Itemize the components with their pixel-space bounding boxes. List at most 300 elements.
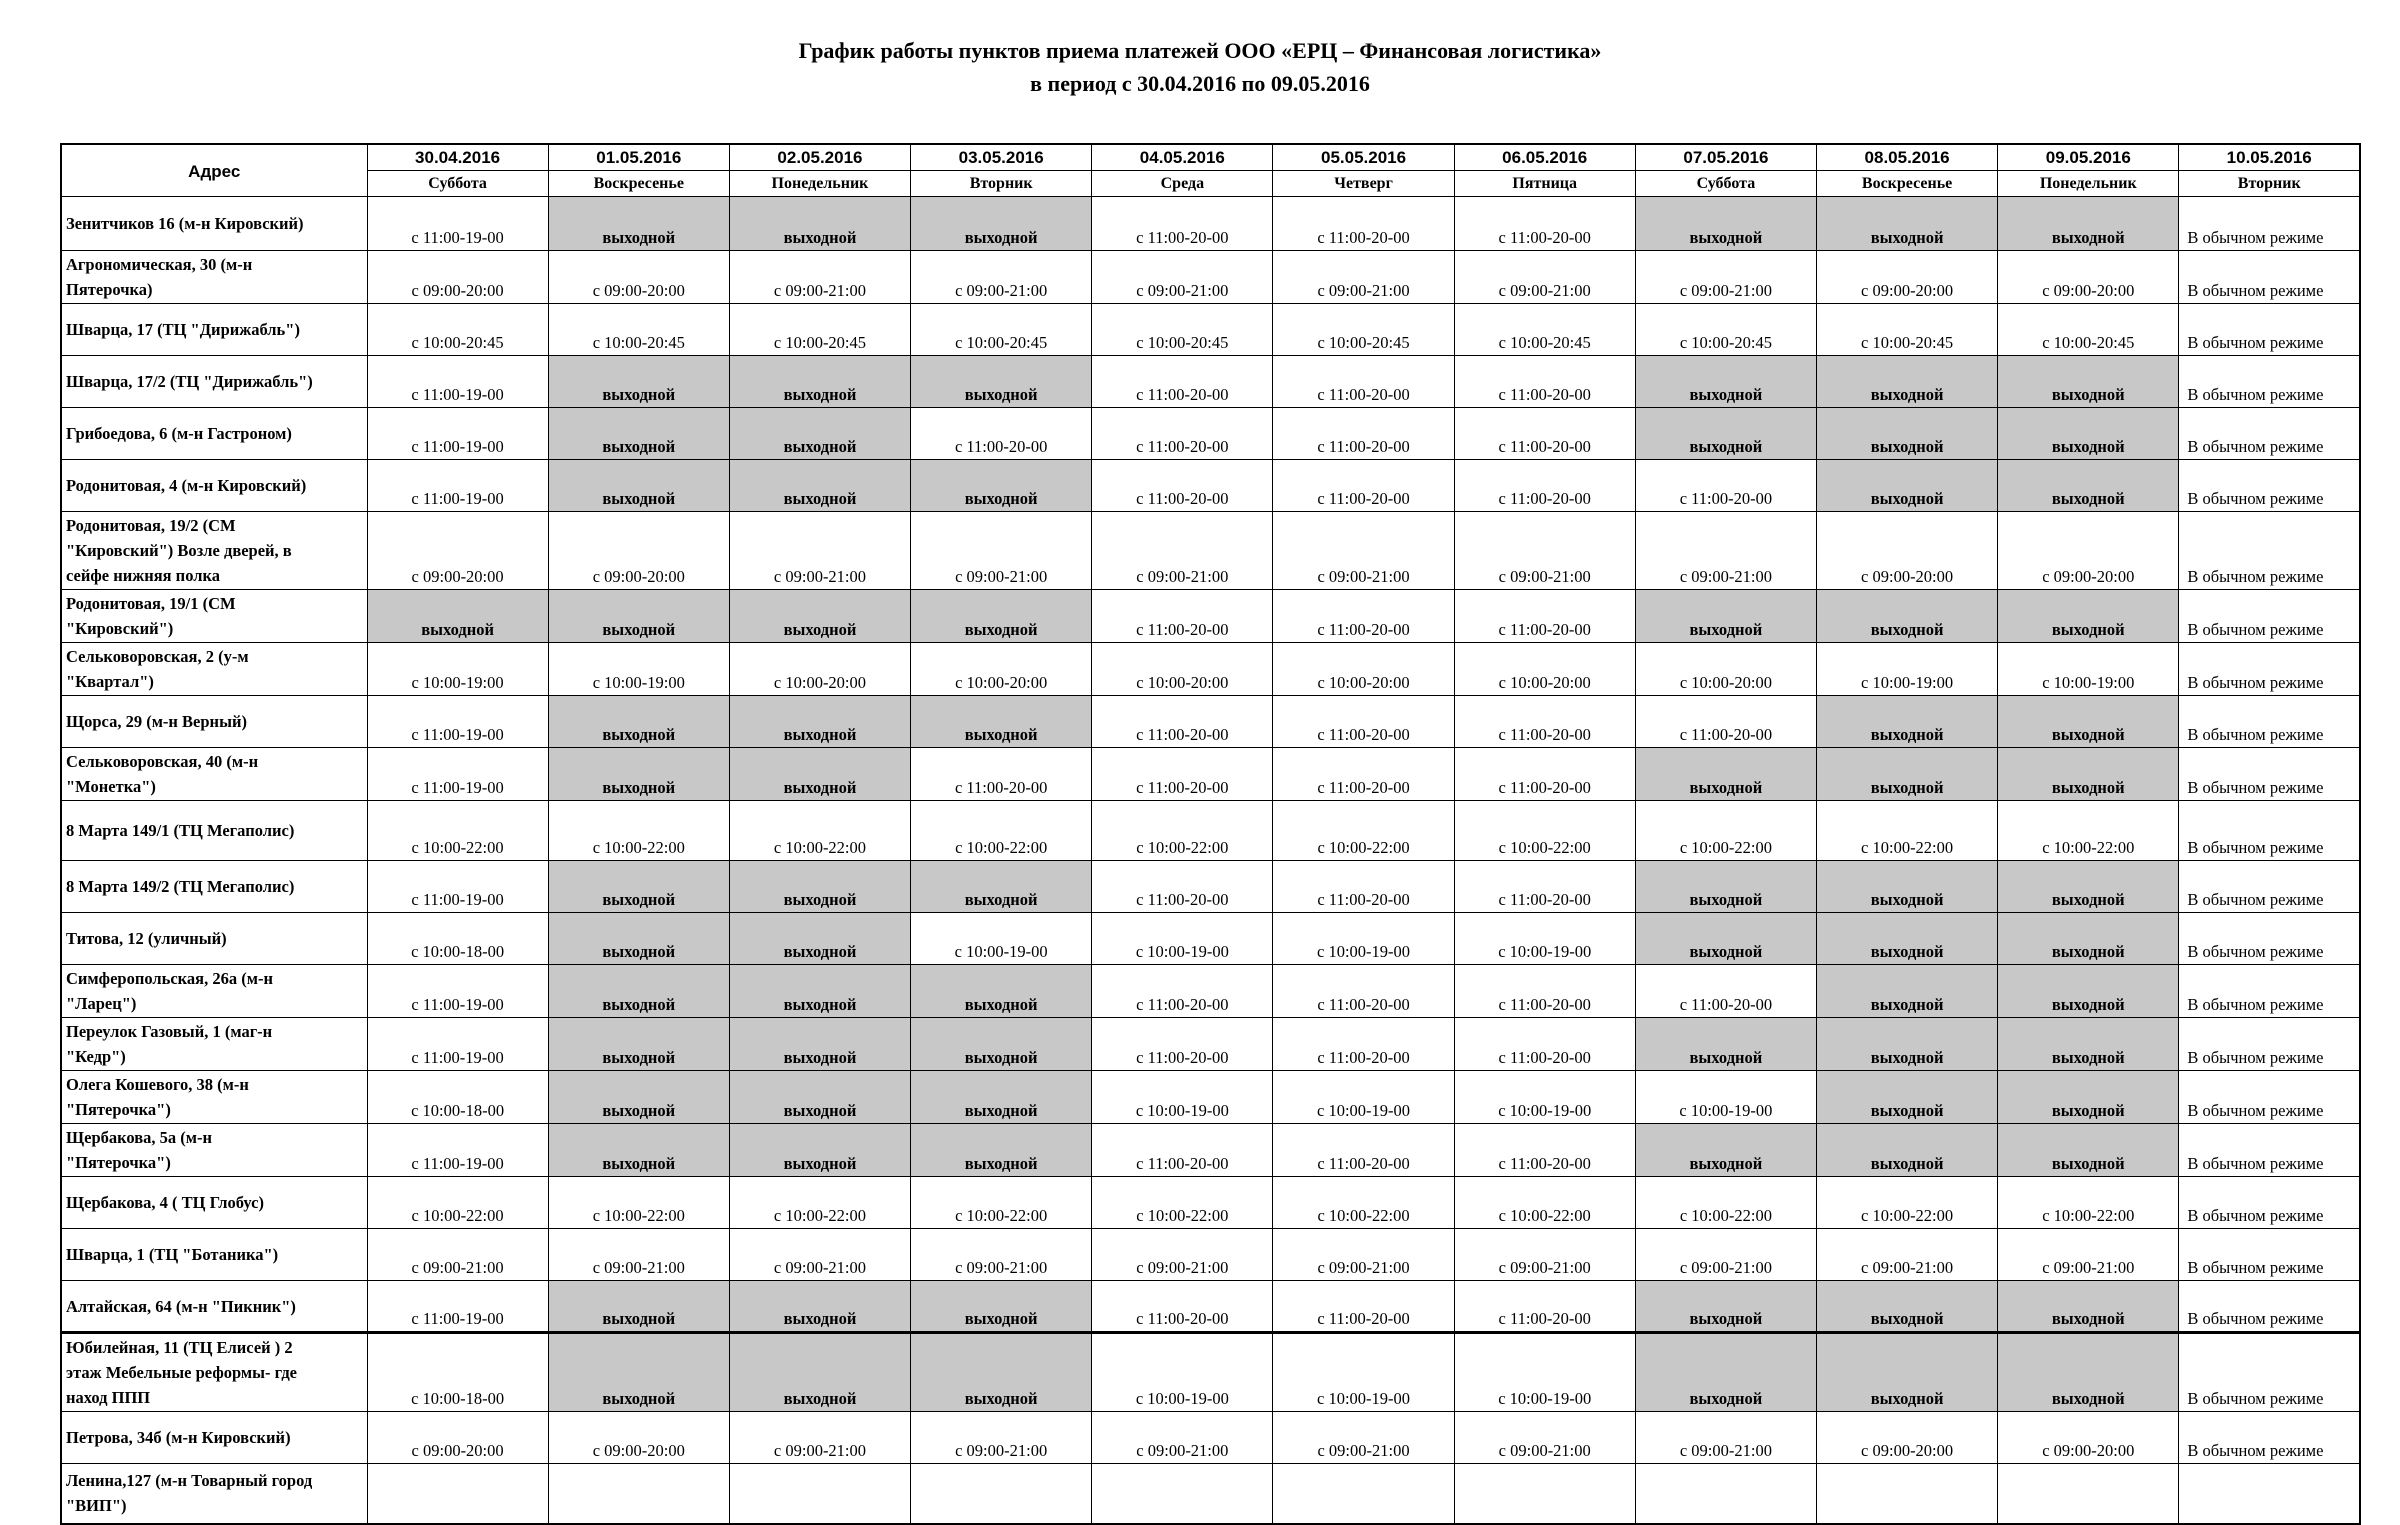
normal-mode-cell: В обычном режиме	[2179, 913, 2360, 965]
day-off-cell: выходной	[1998, 1333, 2179, 1412]
table-row	[61, 1018, 2360, 1071]
day-off-cell: выходной	[548, 1281, 729, 1333]
weekday-header: Пятница	[1454, 171, 1635, 197]
normal-mode-cell: В обычном режиме	[2179, 590, 2360, 643]
hours-cell: с 11:00-19-00	[367, 460, 548, 512]
day-off-cell: выходной	[1635, 356, 1816, 408]
hours-cell	[548, 1464, 729, 1524]
hours-cell: с 10:00-22:00	[1635, 1177, 1816, 1229]
hours-cell: с 10:00-20:45	[1092, 304, 1273, 356]
hours-cell: с 09:00-21:00	[729, 251, 910, 304]
day-off-cell: выходной	[911, 696, 1092, 748]
hours-cell: с 11:00-20-00	[1454, 1281, 1635, 1333]
day-off-cell: выходной	[1635, 1124, 1816, 1177]
table-row	[61, 460, 2360, 512]
normal-mode-cell: В обычном режиме	[2179, 460, 2360, 512]
day-off-cell: выходной	[911, 1071, 1092, 1124]
day-off-cell: выходной	[729, 460, 910, 512]
hours-cell: с 09:00-21:00	[1092, 512, 1273, 590]
day-off-cell: выходной	[548, 965, 729, 1018]
day-off-cell: выходной	[729, 965, 910, 1018]
title-line-1: График работы пунктов приема платежей ООО «ЕРЦ – Финансовая логистика»	[798, 38, 1602, 63]
normal-mode-cell: В обычном режиме	[2179, 1412, 2360, 1464]
day-off-cell: выходной	[1998, 356, 2179, 408]
hours-cell: с 11:00-20-00	[1273, 590, 1454, 643]
address-cell: Родонитовая, 19/1 (СМ "Кировский")	[61, 590, 367, 643]
address-cell: Щорса, 29 (м-н Верный)	[61, 696, 367, 748]
hours-cell	[729, 1464, 910, 1524]
hours-cell: с 10:00-19-00	[1273, 913, 1454, 965]
hours-cell: с 11:00-20-00	[1454, 861, 1635, 913]
day-off-cell: выходной	[729, 1333, 910, 1412]
day-off-cell: выходной	[1998, 1018, 2179, 1071]
hours-cell: с 10:00-22:00	[1092, 1177, 1273, 1229]
hours-cell: с 10:00-22:00	[1273, 801, 1454, 861]
hours-cell: с 10:00-18-00	[367, 1333, 548, 1412]
normal-mode-cell: В обычном режиме	[2179, 801, 2360, 861]
address-cell: Родонитовая, 4 (м-н Кировский)	[61, 460, 367, 512]
hours-cell: с 09:00-21:00	[1998, 1229, 2179, 1281]
hours-cell: с 09:00-21:00	[1454, 1229, 1635, 1281]
table-row	[61, 512, 2360, 590]
address-cell: Олега Кошевого, 38 (м-н "Пятерочка")	[61, 1071, 367, 1124]
hours-cell: с 11:00-20-00	[1273, 460, 1454, 512]
hours-cell: с 09:00-20:00	[367, 251, 548, 304]
hours-cell: с 10:00-22:00	[548, 801, 729, 861]
hours-cell: с 09:00-20:00	[1817, 1412, 1998, 1464]
table-row	[61, 748, 2360, 801]
hours-cell: с 09:00-21:00	[729, 512, 910, 590]
table-row	[61, 1464, 2360, 1524]
hours-cell: с 11:00-20-00	[1092, 861, 1273, 913]
hours-cell: с 11:00-20-00	[1092, 748, 1273, 801]
hours-cell: с 11:00-20-00	[1092, 1018, 1273, 1071]
hours-cell: с 09:00-21:00	[1273, 512, 1454, 590]
hours-cell: с 09:00-20:00	[548, 251, 729, 304]
normal-mode-cell: В обычном режиме	[2179, 861, 2360, 913]
hours-cell	[367, 1464, 548, 1524]
date-header: 08.05.2016	[1817, 144, 1998, 171]
table-row	[61, 197, 2360, 251]
address-cell: Щербакова, 4 ( ТЦ Глобус)	[61, 1177, 367, 1229]
hours-cell: с 09:00-20:00	[548, 1412, 729, 1464]
table-row	[61, 801, 2360, 861]
hours-cell: с 11:00-20-00	[1454, 408, 1635, 460]
hours-cell: с 11:00-20-00	[1273, 748, 1454, 801]
hours-cell: с 09:00-21:00	[729, 1412, 910, 1464]
hours-cell: с 11:00-19-00	[367, 748, 548, 801]
weekday-header: Воскресенье	[548, 171, 729, 197]
hours-cell: с 09:00-21:00	[1817, 1229, 1998, 1281]
schedule-table	[60, 143, 2361, 1525]
hours-cell: с 09:00-21:00	[1273, 1229, 1454, 1281]
hours-cell: с 10:00-19-00	[1454, 1071, 1635, 1124]
day-off-cell: выходной	[548, 590, 729, 643]
hours-cell: с 11:00-19-00	[367, 1124, 548, 1177]
day-off-cell: выходной	[1998, 1071, 2179, 1124]
day-off-cell: выходной	[1817, 1281, 1998, 1333]
hours-cell: с 11:00-20-00	[1092, 696, 1273, 748]
table-row	[61, 913, 2360, 965]
normal-mode-cell: В обычном режиме	[2179, 696, 2360, 748]
weekday-header: Воскресенье	[1817, 171, 1998, 197]
hours-cell: с 11:00-20-00	[1635, 460, 1816, 512]
hours-cell: с 09:00-21:00	[1454, 1412, 1635, 1464]
hours-cell: с 10:00-19-00	[1454, 913, 1635, 965]
day-off-cell: выходной	[729, 1124, 910, 1177]
hours-cell: с 11:00-20-00	[1092, 197, 1273, 251]
hours-cell: с 11:00-20-00	[1454, 748, 1635, 801]
hours-cell: с 10:00-20:45	[729, 304, 910, 356]
table-row	[61, 1412, 2360, 1464]
date-header: 09.05.2016	[1998, 144, 2179, 171]
date-header: 10.05.2016	[2179, 144, 2360, 171]
hours-cell: с 11:00-19-00	[367, 965, 548, 1018]
day-off-cell: выходной	[548, 197, 729, 251]
address-cell: Алтайская, 64 (м-н "Пикник")	[61, 1281, 367, 1333]
day-off-cell: выходной	[1635, 590, 1816, 643]
hours-cell: с 09:00-20:00	[1998, 512, 2179, 590]
day-off-cell: выходной	[729, 748, 910, 801]
day-off-cell: выходной	[1998, 696, 2179, 748]
hours-cell: с 09:00-21:00	[1273, 251, 1454, 304]
normal-mode-cell: В обычном режиме	[2179, 1124, 2360, 1177]
hours-cell: с 09:00-21:00	[1635, 251, 1816, 304]
hours-cell: с 11:00-20-00	[1273, 861, 1454, 913]
normal-mode-cell: В обычном режиме	[2179, 1177, 2360, 1229]
address-cell: Титова, 12 (уличный)	[61, 913, 367, 965]
hours-cell: с 11:00-20-00	[911, 748, 1092, 801]
day-off-cell: выходной	[1817, 1018, 1998, 1071]
hours-cell: с 10:00-19:00	[1998, 643, 2179, 696]
day-off-cell: выходной	[729, 913, 910, 965]
day-off-cell: выходной	[911, 197, 1092, 251]
hours-cell	[1092, 1464, 1273, 1524]
day-off-cell: выходной	[911, 1018, 1092, 1071]
schedule-table-container	[60, 143, 2360, 1516]
day-off-cell: выходной	[1817, 197, 1998, 251]
hours-cell: с 10:00-22:00	[367, 1177, 548, 1229]
day-off-cell: выходной	[911, 460, 1092, 512]
day-off-cell: выходной	[1998, 1281, 2179, 1333]
hours-cell: с 09:00-21:00	[1635, 512, 1816, 590]
hours-cell: с 10:00-20:45	[367, 304, 548, 356]
day-off-cell: выходной	[548, 748, 729, 801]
hours-cell: с 11:00-20-00	[1092, 460, 1273, 512]
normal-mode-cell: В обычном режиме	[2179, 1281, 2360, 1333]
day-off-cell: выходной	[548, 1018, 729, 1071]
hours-cell: с 11:00-20-00	[1092, 408, 1273, 460]
hours-cell: с 11:00-20-00	[1273, 696, 1454, 748]
hours-cell: с 11:00-20-00	[1273, 1018, 1454, 1071]
normal-mode-cell: В обычном режиме	[2179, 304, 2360, 356]
address-cell: Юбилейная, 11 (ТЦ Елисей ) 2 этаж Мебельные реформы- где наход ППП	[61, 1333, 367, 1412]
day-off-cell: выходной	[548, 913, 729, 965]
day-off-cell: выходной	[911, 861, 1092, 913]
hours-cell: с 10:00-19:00	[548, 643, 729, 696]
hours-cell: с 09:00-21:00	[1092, 1412, 1273, 1464]
date-header: 01.05.2016	[548, 144, 729, 171]
hours-cell: с 10:00-19:00	[1817, 643, 1998, 696]
day-off-cell: выходной	[1998, 913, 2179, 965]
hours-cell: с 09:00-21:00	[1092, 1229, 1273, 1281]
hours-cell: с 10:00-19-00	[1454, 1333, 1635, 1412]
normal-mode-cell: В обычном режиме	[2179, 1071, 2360, 1124]
hours-cell: с 11:00-20-00	[1273, 1124, 1454, 1177]
day-off-cell: выходной	[1998, 197, 2179, 251]
hours-cell: с 09:00-20:00	[367, 1412, 548, 1464]
hours-cell: с 11:00-20-00	[1092, 590, 1273, 643]
address-cell: Сельковоровская, 40 (м-н "Монетка")	[61, 748, 367, 801]
day-off-cell: выходной	[548, 408, 729, 460]
address-cell: Грибоедова, 6 (м-н Гастроном)	[61, 408, 367, 460]
hours-cell: с 10:00-19-00	[1092, 913, 1273, 965]
table-row	[61, 408, 2360, 460]
hours-cell: с 11:00-19-00	[367, 861, 548, 913]
hours-cell: с 11:00-20-00	[911, 408, 1092, 460]
weekday-header: Понедельник	[729, 171, 910, 197]
weekday-header: Четверг	[1273, 171, 1454, 197]
hours-cell: с 11:00-20-00	[1635, 696, 1816, 748]
normal-mode-cell: В обычном режиме	[2179, 965, 2360, 1018]
hours-cell: с 11:00-20-00	[1273, 408, 1454, 460]
table-body	[61, 197, 2360, 1524]
weekday-header: Суббота	[367, 171, 548, 197]
day-off-cell: выходной	[1817, 965, 1998, 1018]
table-row	[61, 356, 2360, 408]
hours-cell: с 11:00-19-00	[367, 408, 548, 460]
weekday-header: Суббота	[1635, 171, 1816, 197]
table-row	[61, 1177, 2360, 1229]
hours-cell: с 11:00-20-00	[1454, 965, 1635, 1018]
normal-mode-cell: В обычном режиме	[2179, 643, 2360, 696]
hours-cell: с 10:00-22:00	[911, 1177, 1092, 1229]
hours-cell: с 10:00-22:00	[548, 1177, 729, 1229]
day-off-cell: выходной	[1635, 861, 1816, 913]
hours-cell: с 10:00-22:00	[1817, 801, 1998, 861]
hours-cell: с 10:00-22:00	[1092, 801, 1273, 861]
day-off-cell: выходной	[1817, 408, 1998, 460]
date-header: 02.05.2016	[729, 144, 910, 171]
day-off-cell: выходной	[729, 861, 910, 913]
day-off-cell: выходной	[911, 965, 1092, 1018]
day-off-cell: выходной	[729, 590, 910, 643]
day-off-cell: выходной	[1635, 748, 1816, 801]
hours-cell: с 10:00-22:00	[1454, 1177, 1635, 1229]
normal-mode-cell: В обычном режиме	[2179, 1333, 2360, 1412]
normal-mode-cell: В обычном режиме	[2179, 356, 2360, 408]
hours-cell: с 09:00-20:00	[1817, 251, 1998, 304]
table-row	[61, 304, 2360, 356]
day-off-cell: выходной	[548, 460, 729, 512]
hours-cell	[1998, 1464, 2179, 1524]
day-off-cell: выходной	[1817, 748, 1998, 801]
address-cell: Щербакова, 5а (м-н "Пятерочка")	[61, 1124, 367, 1177]
hours-cell: с 09:00-21:00	[1454, 512, 1635, 590]
day-off-cell: выходной	[1998, 1124, 2179, 1177]
hours-cell: с 09:00-21:00	[911, 251, 1092, 304]
day-off-cell: выходной	[729, 408, 910, 460]
date-header: 30.04.2016	[367, 144, 548, 171]
day-off-cell: выходной	[548, 356, 729, 408]
hours-cell: с 10:00-22:00	[367, 801, 548, 861]
day-off-cell: выходной	[1817, 590, 1998, 643]
hours-cell: с 10:00-19-00	[911, 913, 1092, 965]
hours-cell: с 09:00-20:00	[1998, 251, 2179, 304]
hours-cell	[1635, 1464, 1816, 1524]
hours-cell: с 10:00-20:45	[911, 304, 1092, 356]
hours-cell: с 11:00-20-00	[1454, 460, 1635, 512]
hours-cell: с 10:00-20:45	[1998, 304, 2179, 356]
address-cell: Зенитчиков 16 (м-н Кировский)	[61, 197, 367, 251]
hours-cell: с 09:00-21:00	[1092, 251, 1273, 304]
day-off-cell: выходной	[1817, 1124, 1998, 1177]
address-cell: Ленина,127 (м-н Товарный город "ВИП")	[61, 1464, 367, 1524]
day-off-cell: выходной	[1635, 1281, 1816, 1333]
hours-cell: с 10:00-22:00	[729, 1177, 910, 1229]
weekday-header: Вторник	[911, 171, 1092, 197]
day-off-cell: выходной	[1998, 748, 2179, 801]
day-off-cell: выходной	[911, 356, 1092, 408]
day-off-cell: выходной	[1635, 1018, 1816, 1071]
day-off-cell: выходной	[1998, 408, 2179, 460]
day-off-cell: выходной	[729, 1281, 910, 1333]
hours-cell: с 09:00-21:00	[1635, 1229, 1816, 1281]
hours-cell: с 11:00-20-00	[1092, 356, 1273, 408]
address-cell: Шварца, 1 (ТЦ "Ботаника")	[61, 1229, 367, 1281]
date-header: 07.05.2016	[1635, 144, 1816, 171]
hours-cell	[1454, 1464, 1635, 1524]
hours-cell: с 09:00-20:00	[1998, 1412, 2179, 1464]
table-row	[61, 1124, 2360, 1177]
table-header	[61, 144, 2360, 197]
hours-cell: с 11:00-20-00	[1092, 965, 1273, 1018]
table-row	[61, 590, 2360, 643]
table-row	[61, 965, 2360, 1018]
address-cell: Шварца, 17 (ТЦ "Дирижабль")	[61, 304, 367, 356]
hours-cell: с 11:00-20-00	[1454, 590, 1635, 643]
table-row	[61, 1333, 2360, 1412]
hours-cell: с 10:00-20:00	[1454, 643, 1635, 696]
hours-cell: с 10:00-19:00	[367, 643, 548, 696]
address-cell: Петрова, 34б (м-н Кировский)	[61, 1412, 367, 1464]
hours-cell: с 11:00-20-00	[1092, 1124, 1273, 1177]
hours-cell: с 11:00-19-00	[367, 696, 548, 748]
day-off-cell: выходной	[548, 1071, 729, 1124]
hours-cell: с 10:00-22:00	[1635, 801, 1816, 861]
hours-cell: с 11:00-20-00	[1454, 1124, 1635, 1177]
day-off-cell: выходной	[548, 861, 729, 913]
hours-cell: с 10:00-20:00	[1273, 643, 1454, 696]
table-row	[61, 861, 2360, 913]
hours-cell: с 11:00-19-00	[367, 197, 548, 251]
day-off-cell: выходной	[911, 1281, 1092, 1333]
day-off-cell: выходной	[1817, 460, 1998, 512]
hours-cell: с 11:00-19-00	[367, 1018, 548, 1071]
table-row	[61, 251, 2360, 304]
hours-cell: с 10:00-22:00	[1998, 1177, 2179, 1229]
day-off-cell: выходной	[1998, 965, 2179, 1018]
hours-cell: с 09:00-21:00	[367, 1229, 548, 1281]
hours-cell: с 11:00-20-00	[1454, 356, 1635, 408]
hours-cell: с 10:00-20:45	[1273, 304, 1454, 356]
hours-cell: с 10:00-20:00	[729, 643, 910, 696]
day-off-cell: выходной	[1817, 1333, 1998, 1412]
address-cell: Сельковоровская, 2 (у-м "Квартал")	[61, 643, 367, 696]
hours-cell: с 11:00-20-00	[1454, 696, 1635, 748]
hours-cell: с 11:00-19-00	[367, 356, 548, 408]
hours-cell: с 10:00-20:45	[1454, 304, 1635, 356]
day-off-cell: выходной	[1817, 356, 1998, 408]
hours-cell: с 09:00-21:00	[1635, 1412, 1816, 1464]
day-off-cell: выходной	[1817, 1071, 1998, 1124]
date-header: 04.05.2016	[1092, 144, 1273, 171]
normal-mode-cell: В обычном режиме	[2179, 748, 2360, 801]
weekday-header: Среда	[1092, 171, 1273, 197]
table-row	[61, 1071, 2360, 1124]
address-cell: Родонитовая, 19/2 (СМ "Кировский") Возле дверей, в сейфе нижняя полка	[61, 512, 367, 590]
hours-cell: с 10:00-22:00	[1454, 801, 1635, 861]
hours-cell: с 10:00-19-00	[1635, 1071, 1816, 1124]
normal-mode-cell	[2179, 1464, 2360, 1524]
address-cell: 8 Марта 149/1 (ТЦ Мегаполис)	[61, 801, 367, 861]
hours-cell: с 10:00-20:00	[1635, 643, 1816, 696]
hours-cell: с 11:00-20-00	[1273, 965, 1454, 1018]
weekday-header: Вторник	[2179, 171, 2360, 197]
day-off-cell: выходной	[1635, 913, 1816, 965]
document-title	[0, 34, 2400, 100]
hours-cell: с 10:00-19-00	[1273, 1071, 1454, 1124]
hours-cell: с 10:00-20:00	[1092, 643, 1273, 696]
table-row	[61, 696, 2360, 748]
hours-cell: с 09:00-21:00	[729, 1229, 910, 1281]
hours-cell: с 11:00-20-00	[1092, 1281, 1273, 1333]
hours-cell: с 09:00-21:00	[1273, 1412, 1454, 1464]
hours-cell: с 10:00-18-00	[367, 1071, 548, 1124]
day-off-cell: выходной	[1817, 913, 1998, 965]
normal-mode-cell: В обычном режиме	[2179, 1229, 2360, 1281]
day-off-cell: выходной	[729, 356, 910, 408]
hours-cell: с 11:00-20-00	[1454, 197, 1635, 251]
hours-cell: с 11:00-20-00	[1635, 965, 1816, 1018]
table-row	[61, 1281, 2360, 1333]
day-off-cell: выходной	[1998, 590, 2179, 643]
address-cell: Агрономическая, 30 (м-н Пятерочка)	[61, 251, 367, 304]
hours-cell: с 09:00-21:00	[911, 1229, 1092, 1281]
hours-cell: с 10:00-19-00	[1273, 1333, 1454, 1412]
date-header: 06.05.2016	[1454, 144, 1635, 171]
day-off-cell: выходной	[729, 197, 910, 251]
hours-cell: с 10:00-20:45	[1817, 304, 1998, 356]
hours-cell: с 11:00-20-00	[1454, 1018, 1635, 1071]
day-off-cell: выходной	[367, 590, 548, 643]
table-row	[61, 643, 2360, 696]
address-cell: Симферопольская, 26а (м-н "Ларец")	[61, 965, 367, 1018]
day-off-cell: выходной	[729, 1018, 910, 1071]
table-row	[61, 1229, 2360, 1281]
date-header: 03.05.2016	[911, 144, 1092, 171]
title-line-2: в период с 30.04.2016 по 09.05.2016	[1030, 71, 1370, 96]
hours-cell: с 10:00-22:00	[1998, 801, 2179, 861]
date-header: 05.05.2016	[1273, 144, 1454, 171]
hours-cell: с 11:00-20-00	[1273, 197, 1454, 251]
hours-cell: с 10:00-20:45	[1635, 304, 1816, 356]
hours-cell: с 11:00-20-00	[1273, 1281, 1454, 1333]
hours-cell	[911, 1464, 1092, 1524]
header-dates-row	[61, 144, 2360, 171]
header-weekdays-row	[61, 171, 2360, 197]
normal-mode-cell: В обычном режиме	[2179, 251, 2360, 304]
